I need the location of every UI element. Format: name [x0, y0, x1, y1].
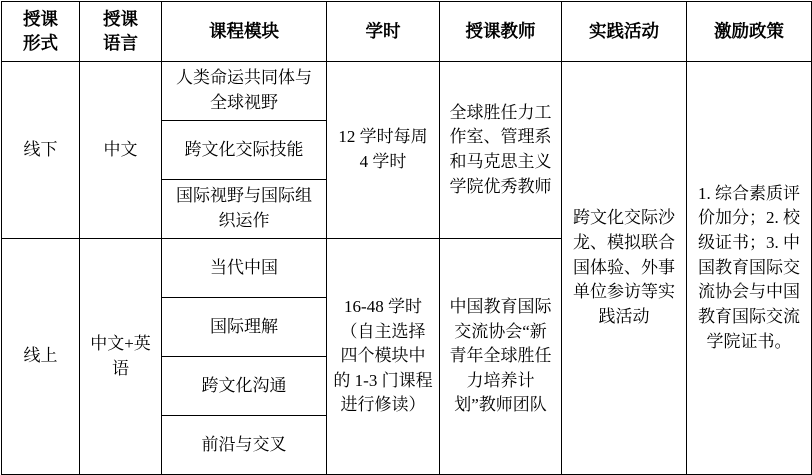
table-row: [2, 62, 812, 121]
cell-module-online-2: 国际理解: [162, 298, 327, 357]
cell-module-online-3: 跨文化沟通: [162, 357, 327, 416]
cell-form-online: 线上: [2, 239, 80, 475]
course-table-container: [0, 1, 812, 454]
header-incentive-policy: 激励政策: [687, 2, 812, 62]
header-teaching-language-line2: 语言: [103, 32, 138, 53]
header-class-hours: 学时: [327, 2, 440, 62]
header-course-module: 课程模块: [162, 2, 327, 62]
course-arrangement-table: [1, 1, 812, 475]
cell-teacher-offline: 全球胜任力工作室、管理系和马克思主义学院优秀教师: [440, 62, 562, 239]
header-practice-activity: 实践活动: [562, 2, 687, 62]
cell-module-offline-3: 国际视野与国际组织运作: [162, 180, 327, 239]
cell-module-offline-1: 人类命运共同体与全球视野: [162, 62, 327, 121]
header-teacher: 授课教师: [440, 2, 562, 62]
header-teaching-language: [80, 2, 162, 62]
cell-practice-activity: 跨文化交际沙龙、模拟联合国体验、外事单位参访等实践活动: [562, 62, 687, 475]
cell-language-offline: 中文: [80, 62, 162, 239]
header-teaching-form-line1: 授课: [23, 8, 58, 29]
cell-form-offline: 线下: [2, 62, 80, 239]
cell-teacher-online: 中国教育国际交流协会“新青年全球胜任力培养计划”教师团队: [440, 239, 562, 475]
cell-incentive-policy: 1. 综合素质评价加分；2. 校级证书；3. 中国教育国际交流协会与中国教育国际交流学院证书。: [687, 62, 812, 475]
cell-module-online-1: 当代中国: [162, 239, 327, 298]
header-teaching-language-line1: 授课: [103, 8, 138, 29]
header-row: [2, 2, 812, 62]
cell-hours-online: 16-48 学时（自主选择四个模块中的 1-3 门课程进行修读）: [327, 239, 440, 475]
cell-module-online-4: 前沿与交叉: [162, 416, 327, 475]
table-header: [2, 2, 812, 62]
cell-language-online: 中文+英语: [80, 239, 162, 475]
cell-hours-offline: 12 学时每周 4 学时: [327, 62, 440, 239]
cell-module-offline-2: 跨文化交际技能: [162, 121, 327, 180]
header-teaching-form: [2, 2, 80, 62]
table-body: [2, 62, 812, 475]
header-teaching-form-line2: 形式: [23, 32, 58, 53]
